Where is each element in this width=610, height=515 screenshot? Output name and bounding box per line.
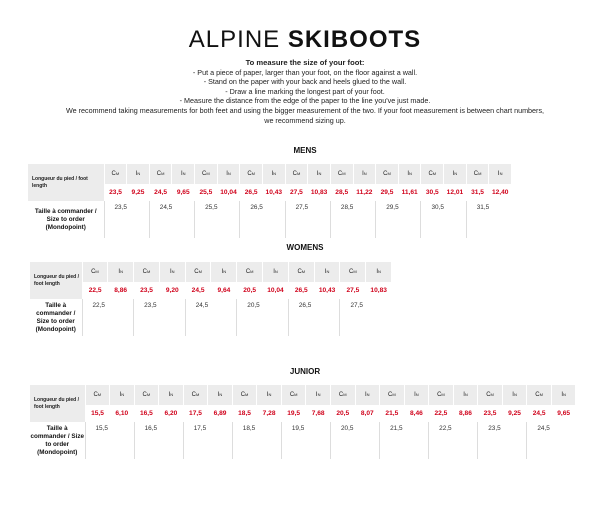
unit-cm-header: Cm xyxy=(330,164,353,184)
mondopoint-size: 16,5 xyxy=(134,422,183,459)
mondopoint-size: 27,5 xyxy=(285,201,330,238)
foot-length-row xyxy=(30,405,576,422)
header-row xyxy=(28,164,512,184)
length-in-value: 6,89 xyxy=(213,410,227,417)
unit-cm-header: Cm xyxy=(527,385,552,405)
unit-cm-header: Cm xyxy=(340,262,366,282)
length-in-value: 10,83 xyxy=(370,287,387,294)
length-in-value: 7,68 xyxy=(311,410,325,417)
womens-size-table xyxy=(30,262,392,336)
length-in-value: 9,65 xyxy=(176,189,190,196)
mondopoint-size: 15,5 xyxy=(85,422,134,459)
size-to-order-label: Taille à commander / Size to order (Mondopoint) xyxy=(34,207,97,231)
length-in-value: 8,07 xyxy=(360,410,374,417)
unit-in-header: In xyxy=(172,164,195,184)
length-in-value: 9,65 xyxy=(557,410,571,417)
length-in-value: 10,04 xyxy=(220,189,237,196)
mondopoint-size: 21,5 xyxy=(380,422,429,459)
length-cm-value: 15,5 xyxy=(91,410,104,417)
unit-in-header: In xyxy=(489,164,512,184)
unit-cm-header: Cm xyxy=(380,385,405,405)
size-to-order-label: Taille à commander / Size to order (Mondopoint) xyxy=(30,424,85,456)
instructions-lead: To measure the size of your foot: xyxy=(245,58,365,67)
length-cm-value: 27,5 xyxy=(346,287,360,294)
mondopoint-size: 30,5 xyxy=(421,201,466,238)
measuring-instructions xyxy=(0,58,610,125)
instruction-line: - Draw a line marking the longest part of your foot. xyxy=(225,86,385,96)
unit-cm-header: Cm xyxy=(232,385,257,405)
unit-cm-header: Cm xyxy=(82,262,108,282)
unit-cm-header: Cm xyxy=(183,385,208,405)
length-cm-value: 23,5 xyxy=(109,189,122,196)
mondopoint-size: 27,5 xyxy=(340,299,392,336)
unit-in-header: In xyxy=(308,164,331,184)
length-cm-value: 21,5 xyxy=(385,410,399,417)
instruction-line: - Measure the distance from the edge of the paper to the line you've just made. xyxy=(179,96,431,106)
mondopoint-size: 25,5 xyxy=(195,201,240,238)
mondopoint-size: 28,5 xyxy=(330,201,375,238)
length-cm-value: 25,5 xyxy=(199,189,213,196)
unit-cm-header: Cm xyxy=(281,385,306,405)
length-in-value: 9,25 xyxy=(131,189,145,196)
length-cm-value: 29,5 xyxy=(380,189,394,196)
foot-length-label-text: Longueur du pied / foot length xyxy=(34,396,79,410)
mondopoint-size: 23,5 xyxy=(104,201,149,238)
length-cm-value: 24,5 xyxy=(154,189,168,196)
mondopoint-size: 20,5 xyxy=(237,299,289,336)
unit-cm-header: Cm xyxy=(185,262,211,282)
length-in-value: 10,43 xyxy=(265,189,283,196)
foot-length-row xyxy=(30,282,392,299)
mondopoint-size: 23,5 xyxy=(134,299,186,336)
unit-in-header: In xyxy=(159,385,184,405)
length-in-value: 11,22 xyxy=(356,189,373,196)
unit-cm-header: Cm xyxy=(288,262,314,282)
foot-length-label xyxy=(30,262,82,299)
unit-cm-header: Cm xyxy=(429,385,454,405)
length-cm-value: 16,5 xyxy=(139,410,153,417)
unit-in-header: In xyxy=(404,385,429,405)
unit-in-header: In xyxy=(398,164,421,184)
unit-cm-header: Cm xyxy=(149,164,172,184)
mondopoint-size: 19,5 xyxy=(281,422,330,459)
unit-in-header: In xyxy=(444,164,467,184)
section-title-womens: WOMENS xyxy=(286,243,324,252)
length-cm-value: 20,5 xyxy=(336,410,350,417)
length-cm-value: 30,5 xyxy=(425,189,439,196)
mondopoint-size: 22,5 xyxy=(429,422,478,459)
unit-in-header: In xyxy=(257,385,282,405)
foot-length-label xyxy=(30,385,85,422)
length-in-value: 12,40 xyxy=(491,189,509,196)
length-in-value: 8,46 xyxy=(409,410,423,417)
unit-in-header: In xyxy=(502,385,527,405)
size-to-order-row xyxy=(28,201,512,238)
unit-cm-header: Cm xyxy=(134,262,160,282)
length-cm-value: 20,5 xyxy=(243,287,257,294)
junior-size-table xyxy=(30,385,576,459)
unit-in-header: In xyxy=(110,385,135,405)
size-to-order-label: Taille à commander / Size to order (Mondopoint) xyxy=(35,301,76,333)
length-cm-value: 28,5 xyxy=(335,189,349,196)
length-cm-value: 17,5 xyxy=(189,410,202,417)
length-cm-value: 26,5 xyxy=(244,189,258,196)
mondopoint-size: 24,5 xyxy=(149,201,194,238)
length-in-value: 6,20 xyxy=(164,410,178,417)
unit-in-header: In xyxy=(353,164,376,184)
length-in-value: 10,83 xyxy=(310,189,328,196)
length-in-value: 10,43 xyxy=(318,287,336,294)
unit-cm-header: Cm xyxy=(285,164,308,184)
instruction-line: - Put a piece of paper, larger than your foot, on the floor against a wall. xyxy=(192,67,418,77)
size-to-order-row xyxy=(30,422,576,459)
unit-cm-header: Cm xyxy=(466,164,489,184)
length-cm-value: 27,5 xyxy=(290,189,303,196)
unit-in-header: In xyxy=(217,164,240,184)
instruction-line: We recommend taking measurements for both feet and using the bigger measurement of the two. If your foot measurement is between chart numbers, xyxy=(65,105,545,115)
unit-in-header: In xyxy=(263,262,289,282)
length-in-value: 10,04 xyxy=(267,287,284,294)
section-title-mens: MENS xyxy=(293,146,317,155)
mondopoint-size: 22,5 xyxy=(82,299,134,336)
instruction-line: we recommend sizing up. xyxy=(264,115,346,125)
foot-length-label-text: Longueur du pied / foot length xyxy=(32,175,88,189)
unit-in-header: In xyxy=(551,385,576,405)
length-cm-value: 19,5 xyxy=(287,410,301,417)
unit-cm-header: Cm xyxy=(104,164,127,184)
unit-cm-header: Cm xyxy=(478,385,503,405)
unit-in-header: In xyxy=(355,385,380,405)
mondopoint-size: 26,5 xyxy=(240,201,285,238)
length-cm-value: 22,5 xyxy=(434,410,448,417)
page-title: ALPINE SKIBOOTS xyxy=(188,26,422,53)
mondopoint-size: 23,5 xyxy=(478,422,527,459)
unit-in-header: In xyxy=(208,385,233,405)
length-in-value: 8,86 xyxy=(459,410,472,417)
unit-in-header: In xyxy=(159,262,185,282)
unit-cm-header: Cm xyxy=(240,164,263,184)
unit-in-header: In xyxy=(366,262,392,282)
length-cm-value: 31,5 xyxy=(471,189,484,196)
length-cm-value: 22,5 xyxy=(88,287,102,294)
mens-size-table xyxy=(28,164,512,238)
length-in-value: 7,28 xyxy=(262,410,276,417)
unit-in-header: In xyxy=(306,385,331,405)
unit-cm-header: Cm xyxy=(376,164,399,184)
length-in-value: 8,86 xyxy=(114,287,128,294)
mondopoint-size: 24,5 xyxy=(185,299,237,336)
length-in-value: 12,01 xyxy=(446,189,464,196)
unit-in-header: In xyxy=(262,164,285,184)
length-in-value: 9,64 xyxy=(217,287,231,294)
header-row xyxy=(30,262,392,282)
length-in-value: 11,61 xyxy=(401,189,418,196)
unit-cm-header: Cm xyxy=(421,164,444,184)
unit-in-header: In xyxy=(453,385,478,405)
section-title-junior: JUNIOR xyxy=(289,367,321,376)
unit-in-header: In xyxy=(211,262,237,282)
mondopoint-size: 26,5 xyxy=(288,299,340,336)
mondopoint-size: 18,5 xyxy=(232,422,281,459)
length-cm-value: 18,5 xyxy=(238,410,251,417)
length-cm-value: 26,5 xyxy=(294,287,308,294)
unit-cm-header: Cm xyxy=(330,385,355,405)
length-in-value: 9,25 xyxy=(508,410,521,417)
unit-in-header: In xyxy=(127,164,150,184)
unit-cm-header: Cm xyxy=(195,164,218,184)
length-cm-value: 23,5 xyxy=(140,287,153,294)
length-cm-value: 23,5 xyxy=(483,410,497,417)
mondopoint-size: 17,5 xyxy=(183,422,232,459)
length-in-value: 9,20 xyxy=(165,287,179,294)
instruction-line: - Stand on the paper with your back and heels glued to the wall. xyxy=(203,77,407,87)
unit-in-header: In xyxy=(108,262,134,282)
mondopoint-size: 31,5 xyxy=(466,201,511,238)
length-cm-value: 24,5 xyxy=(532,410,546,417)
length-cm-value: 24,5 xyxy=(191,287,205,294)
mondopoint-size: 20,5 xyxy=(330,422,379,459)
mondopoint-size: 29,5 xyxy=(376,201,421,238)
unit-cm-header: Cm xyxy=(237,262,263,282)
foot-length-label xyxy=(28,164,104,201)
length-in-value: 6,10 xyxy=(115,410,129,417)
size-to-order-row xyxy=(30,299,392,336)
unit-cm-header: Cm xyxy=(134,385,159,405)
header-row xyxy=(30,385,576,405)
foot-length-label-text: Longueur du pied / foot length xyxy=(34,273,79,287)
unit-cm-header: Cm xyxy=(85,385,110,405)
unit-in-header: In xyxy=(314,262,340,282)
mondopoint-size: 24,5 xyxy=(527,422,576,459)
